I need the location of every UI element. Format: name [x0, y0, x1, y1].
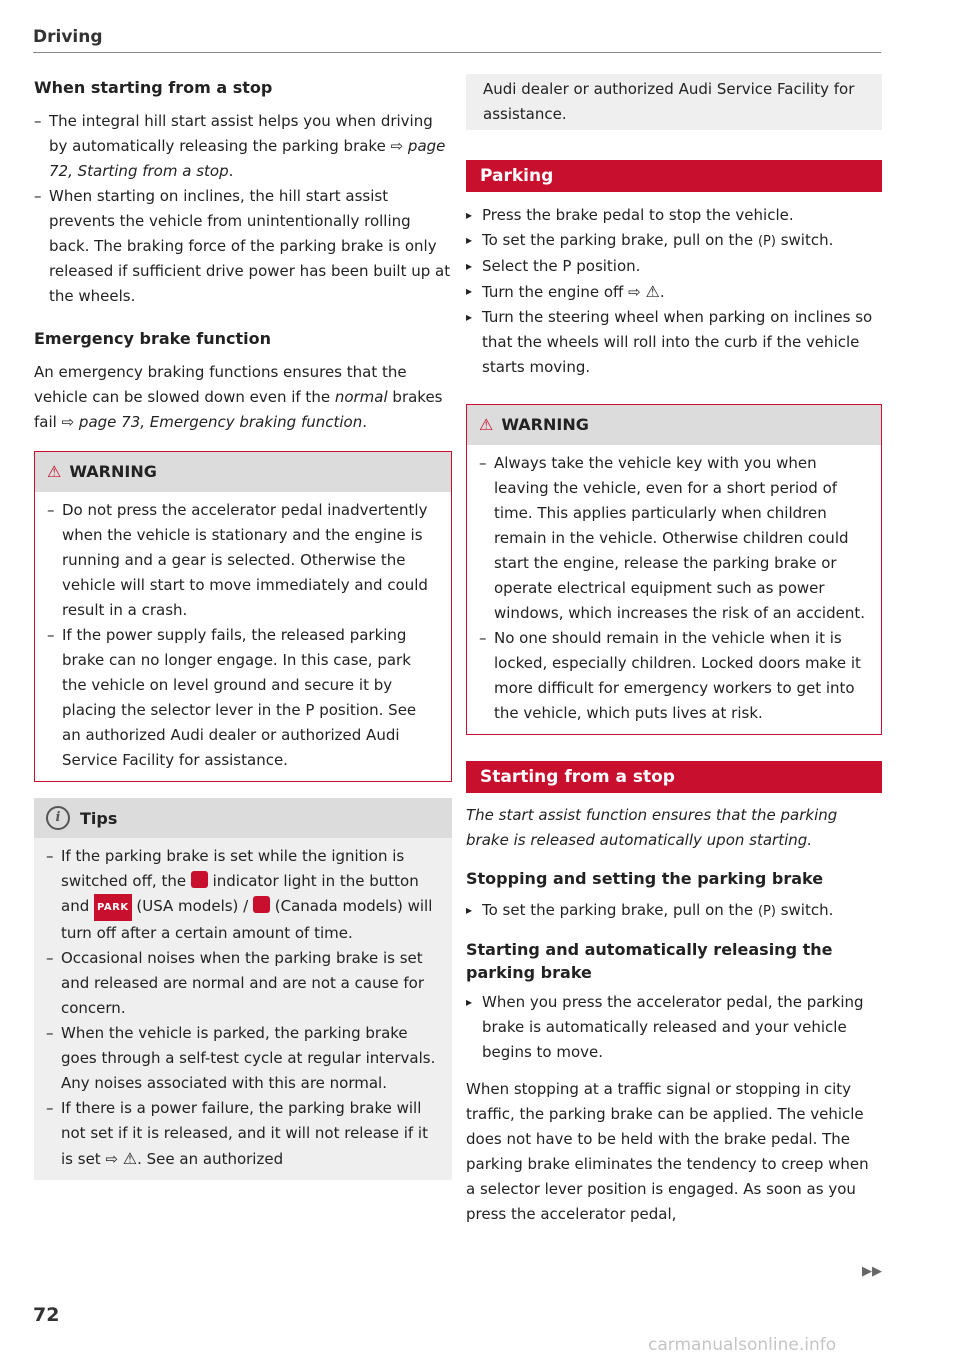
list-item: – If there is a power failure, the parking brake will not set if it is released, and it will not release if it is set ⇨ ⚠. See an authorized	[46, 1096, 440, 1172]
page-reference-link[interactable]: page 72, Starting from a stop	[49, 137, 446, 180]
starting-list	[34, 109, 452, 309]
list-item: – Do not press the accelerator pedal inadvertently when the vehicle is stationary and the engine is running and a gear is selected. Otherwise the vehicle will start to move immediately and could result in a crash.	[47, 498, 439, 623]
right-column	[466, 74, 882, 1227]
info-icon: i	[46, 806, 70, 830]
warning-label: WARNING	[501, 415, 589, 434]
park-indicator-badge: PARK	[94, 894, 132, 921]
start-intro: The start assist function ensures that the parking brake is released automatically upon starting.	[466, 806, 838, 849]
list-item: – Always take the vehicle key with you when leaving the vehicle, even for a short period of time. This applies particularly when children remain in the vehicle. Otherwise children could start the engine, release the parking brake or operate electrical equipment such as power windows, which increases the risk of an accident.	[479, 451, 869, 626]
page-header-title: Driving	[33, 27, 103, 47]
tips-label: Tips	[80, 808, 118, 828]
warning-triangle-icon: ⚠	[47, 462, 62, 481]
list-item: – No one should remain in the vehicle when it is locked, especially children. Locked doors make it more difficult for emergency workers to get into the vehicle, which puts lives at risk.	[479, 626, 869, 726]
list-item: – The integral hill start assist helps you when driving by automatically releasing the parking brake ⇨ page 72, Starting from a stop.	[34, 109, 452, 184]
warning-body	[35, 492, 451, 781]
list-item: – When starting on inclines, the hill start assist prevents the vehicle from unintentionally rolling back. The braking force of the parking brake is only released if sufficient drive power has been built up at the wheels.	[34, 184, 452, 309]
list-item: ▸ To set the parking brake, pull on the (P) switch.	[466, 898, 882, 924]
warning-triangle-icon[interactable]: ⚠	[645, 282, 660, 301]
page-number: 72	[33, 1304, 60, 1326]
warning-header	[467, 405, 881, 445]
warning-triangle-icon[interactable]: ⚠	[122, 1149, 138, 1168]
emergency-paragraph: An emergency braking functions ensures that the vehicle can be slowed down even if the normal brakes fail ⇨ page 73, Emergency braking function.	[34, 363, 443, 431]
list-item: ▸ Turn the steering wheel when parking on inclines so that the wheels will roll into the curb if the vehicle starts moving.	[466, 305, 882, 380]
tips-body	[34, 838, 452, 1180]
list-item: ▸ To set the parking brake, pull on the (P) switch.	[466, 228, 882, 254]
list-item: – Occasional noises when the parking brake is set and released are normal and are not a cause for concern.	[46, 946, 440, 1021]
list-item: – If the power supply fails, the released parking brake can no longer engage. In this case, park the vehicle on level ground and secure it by placing the selector lever in the P position. See an authorized Audi dealer or authorized Audi Service Facility for assistance.	[47, 623, 439, 773]
list-item: – If the parking brake is set while the ignition is switched off, the indicator light in the button and PARK (USA models) / (Canada models) will turn off after a certain amount of time.	[46, 844, 440, 946]
parking-brake-indicator-icon	[191, 871, 208, 888]
subheading-stopping: Stopping and setting the parking brake	[466, 869, 824, 888]
warning-triangle-icon: ⚠	[479, 415, 494, 434]
list-item: – When the vehicle is parked, the parking brake goes through a self-test cycle at regular intervals. Any noises associated with this are normal.	[46, 1021, 440, 1096]
final-paragraph: When stopping at a traffic signal or stopping in city traffic, the parking brake can be applied. The vehicle does not have to be held with the brake pedal. The parking brake eliminates the tendency to creep when a selector lever position is engaged. As soon as you press the accelerator pedal,	[466, 1080, 869, 1223]
list-item: ▸ Press the brake pedal to stop the vehicle.	[466, 203, 882, 228]
section-heading-starting: When starting from a stop	[34, 78, 273, 97]
warning-box	[34, 451, 452, 782]
list-item: ▸ When you press the accelerator pedal, the parking brake is automatically released and your vehicle begins to move.	[466, 990, 882, 1065]
page-reference-link[interactable]: page 73, Emergency braking function	[78, 413, 363, 431]
section-title-starting: Starting from a stop	[466, 761, 882, 793]
warning-label: WARNING	[69, 462, 157, 481]
list-item: ▸ Turn the engine off ⇨ ⚠.	[466, 279, 882, 305]
watermark: carmanualsonline.info	[648, 1335, 837, 1355]
left-column	[34, 74, 452, 1180]
subheading-releasing: Starting and automatically releasing the parking brake	[466, 940, 833, 982]
parking-steps	[466, 203, 882, 380]
parking-brake-switch-icon: (P)	[757, 904, 776, 919]
section-heading-emergency: Emergency brake function	[34, 329, 272, 348]
tips-header	[34, 798, 452, 838]
warning-body	[467, 445, 881, 734]
warning-box	[466, 404, 882, 735]
list-item: ▸ Select the P position.	[466, 254, 882, 279]
continue-arrow-icon: ▶▶	[862, 1264, 882, 1279]
parking-brake-switch-icon: (P)	[757, 234, 776, 249]
section-title-parking: Parking	[466, 160, 882, 192]
header-divider	[33, 52, 881, 53]
continued-tips-box: Audi dealer or authorized Audi Service Facility for assistance.	[466, 74, 882, 130]
warning-header	[35, 452, 451, 492]
parking-brake-indicator-icon	[253, 896, 270, 913]
